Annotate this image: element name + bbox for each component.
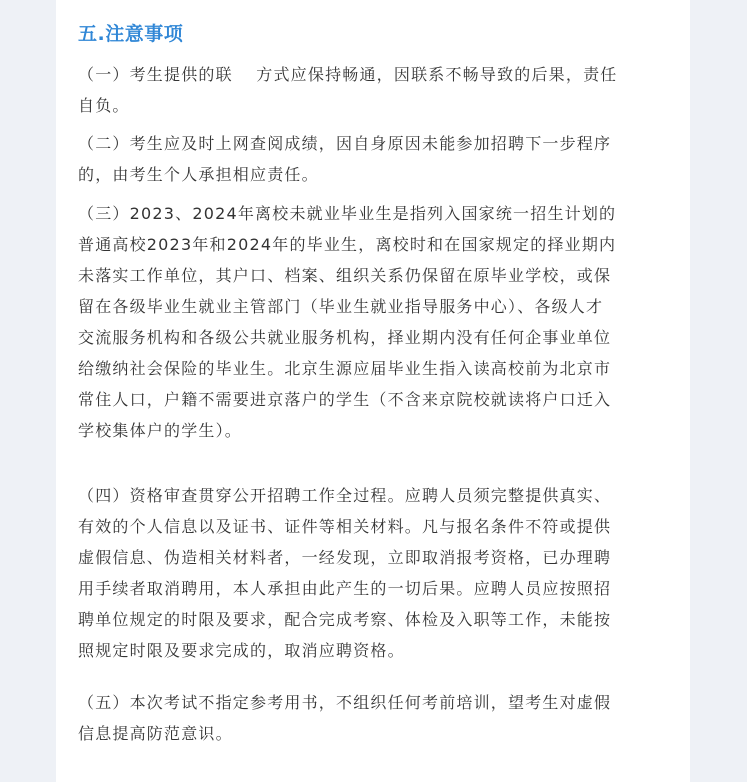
paragraph-line: 普通高校2023年和2024年的毕业生，离校时和在国家规定的择业期内 [78, 235, 617, 254]
paragraph-line: 留在各级毕业生就业主管部门（毕业生就业指导服务中心）、各级人才 [78, 297, 604, 316]
notice-paragraph-4 [78, 480, 670, 666]
paragraph-line: 信息提高防范意识。 [78, 724, 233, 743]
paragraph-line: 自负。 [78, 96, 130, 115]
paragraph-line: 给缴纳社会保险的毕业生。北京生源应届毕业生指入读高校前为北京市 [78, 359, 612, 378]
paragraph-line: （二）考生应及时上网查阅成绩，因自身原因未能参加招聘下一步程序 [78, 134, 612, 153]
paragraph-line: 用手续者取消聘用，本人承担由此产生的一切后果。应聘人员应按照招 [78, 579, 612, 598]
paragraph-line: 聘单位规定的时限及要求，配合完成考察、体检及入职等工作，未能按 [78, 610, 612, 629]
document-page [56, 0, 690, 782]
paragraph-line: （四）资格审查贯穿公开招聘工作全过程。应聘人员须完整提供真实、 [78, 486, 612, 505]
notice-paragraph-1 [78, 59, 670, 121]
paragraph-line: 交流服务机构和各级公共就业服务机构，择业期内没有任何企事业单位 [78, 328, 612, 347]
notice-paragraph-2 [78, 128, 670, 190]
paragraph-line: （三）2023、2024年离校未就业毕业生是指列入国家统一招生计划的 [78, 204, 617, 223]
section-heading: 五.注意事项 [78, 23, 184, 45]
paragraph-line: （一）考生提供的联 方式应保持畅通，因联系不畅导致的后果，责任 [78, 65, 618, 84]
paragraph-line: 虚假信息、伪造相关材料者，一经发现，立即取消报考资格，已办理聘 [78, 548, 612, 567]
paragraph-line: 的，由考生个人承担相应责任。 [78, 165, 319, 184]
paragraph-line: 有效的个人信息以及证书、证件等相关材料。凡与报名条件不符或提供 [78, 517, 612, 536]
notice-paragraph-5 [78, 687, 670, 749]
paragraph-line: 未落实工作单位，其户口、档案、组织关系仍保留在原毕业学校，或保 [78, 266, 612, 285]
paragraph-line: （五）本次考试不指定参考用书，不组织任何考前培训，望考生对虚假 [78, 693, 612, 712]
notice-paragraph-3 [78, 198, 670, 446]
paragraph-line: 学校集体户的学生）。 [78, 421, 243, 440]
paragraph-line: 常住人口，户籍不需要进京落户的学生（不含来京院校就读将户口迁入 [78, 390, 612, 409]
paragraph-line: 照规定时限及要求完成的，取消应聘资格。 [78, 641, 405, 660]
